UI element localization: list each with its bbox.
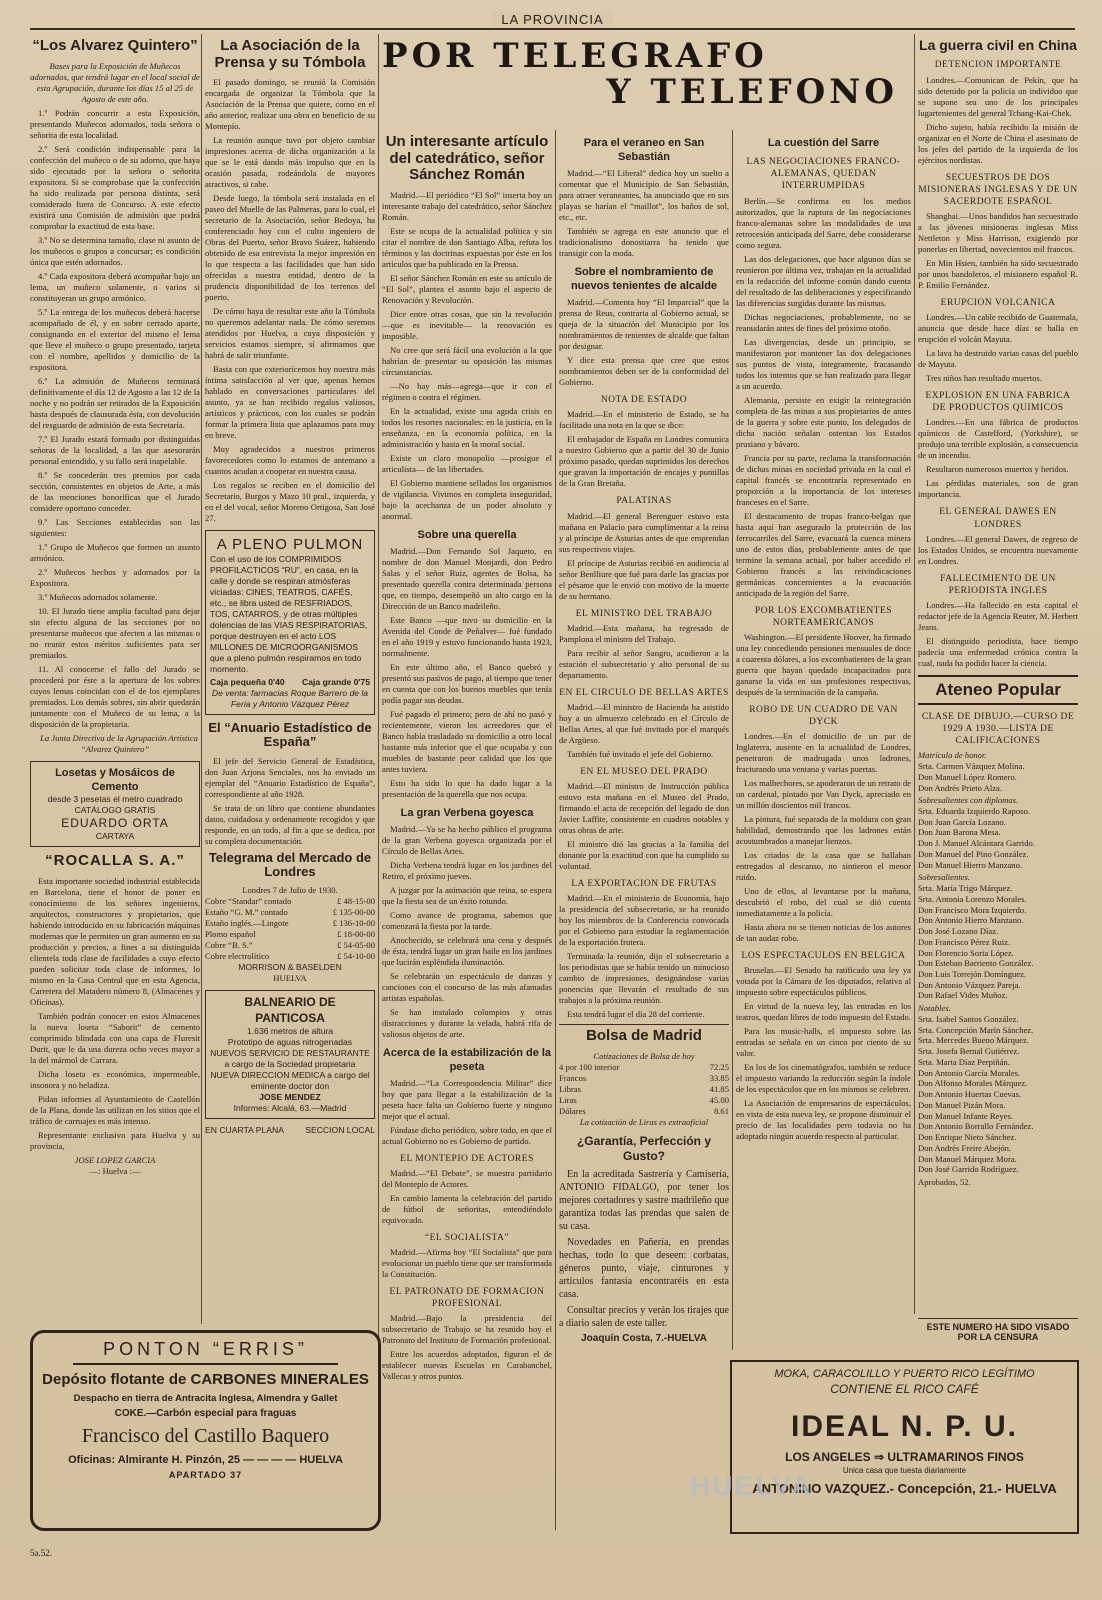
ateneo-title: Ateneo Popular (918, 675, 1078, 705)
paragraph: Las divergencias, desde un principio, se manifestaron por mantener las dos delegaciones sus puntos de vista, íntegramente, fracasando todos los intentos que se han realizado para llegar a un acuerdo. (736, 336, 911, 391)
paragraph: En la acreditada Sastrería y Camisería, ANTONIO FIDALGO, por tener los mejores cortadores y sastre madrileño que garantiza todas las prendas que salen de su casa. (559, 1169, 729, 1233)
list-item: Srta. Concepción Marín Sánchez. (918, 1024, 1034, 1035)
list-item: Srta. Antonia Lorenzo Morales. (918, 893, 1027, 904)
losetas-price: desde 3 pesetas el metro cuadrado (47, 793, 183, 804)
paragraph: Como avance de programa, sabemos que comenzará la fiesta por la tarde. (382, 909, 552, 931)
montepio-title: EL MONTEPIO DE ACTORES (400, 1153, 534, 1164)
paragraph: Los criados de la casa que se hallaban entregados al descanso, no sintieron el menor ruido. (736, 850, 911, 883)
row-value: £ 48-15-00 (337, 896, 375, 907)
list-item: Don Juan García Lozano. (918, 816, 1006, 827)
banner-line-1: POR TELEGRAFO (382, 36, 768, 76)
panticosa-line: NUEVA DIRECCION MEDICA a cargo del eminente doctor don (210, 1070, 370, 1092)
ateneo-subtitle: CLASE DE DIBUJO.—CURSO DE 1929 A 1930.—LISTA DE CALIFICACIONES (921, 711, 1075, 747)
paragraph: Entre los acuerdos adoptados, figuran el de establecer nuevas Escuelas en Carabanchel, Vallecas y otros puntos. (382, 1349, 552, 1382)
list-item: Don Antonio García Morales. (918, 1067, 1021, 1078)
archive-watermark: HUELVA (690, 1470, 813, 1501)
list-item: Don Antonio Hierro Manzano. (918, 915, 1024, 926)
row-value: 45.00 (709, 1094, 729, 1105)
list-item: Don José Lozano Díaz. (918, 926, 999, 937)
paragraph: Madrid.—Esta mañana, ha regresado de Pamplona el ministro del Trabajo. (559, 622, 729, 644)
list-item: Don Andrés Prieto Alza. (918, 782, 1003, 793)
palatinas-title: PALATINAS (616, 496, 672, 507)
list-item: Don Enrique Nieto Sánchez. (918, 1132, 1017, 1143)
paragraph: Washington.—El presidente Hoover, ha firmado una ley concediendo pensiones mensuales de doce a cuarenta dólares, a los excombatientes de la gran guerra que hayan quedado incapacitados para ganarse la vida en sus profesiones respectivas, después de la terminación de la campaña. (736, 631, 911, 697)
paragraph: Londres.—En una fábrica de productos químicos de Castelford, (Yorkshire), se produjo una terrible explosión, a consecuencia de un incendio. (918, 417, 1078, 461)
bolsa-table (559, 1062, 729, 1117)
page-number: 5a.52. (30, 1548, 52, 1558)
signature: La Junta Directiva de la Agrupación Artística “Alvarez Quintero” (40, 732, 198, 754)
paragraph: Las pérdidas materiales, son de gran importancia. (918, 478, 1078, 500)
pulmon-price-small: Caja pequeña 0'40 (210, 677, 285, 688)
row-value: 72.25 (709, 1061, 729, 1072)
paragraph: Desde luego, la tómbola será instalada en el paseo del Muelle de las Palmeras, para lo cual, el secretario de la Asociación, señor Bedoya, ha conferenciado hoy con el culto ingeniero de Obras del Puerto, señor Bravo Suárez, habiendo obtenido de esa entrevista la mejor impresión en lo que respecta a las facilidades que han sido ofrecidas a nuestra entidad, dentro de la prudencia disponibilidad de los terrenos del puerto. (205, 193, 375, 302)
paragraph: Los regalos se reciben en el domicilio del Secretario, Burgos y Mazo 10 pral., izquierda, y en el del vocal, señor Moreno Ortigosa, San José 27. (205, 480, 375, 523)
paragraph: A juzgar por la animación que reina, se espera que la fiesta sea de un éxito rotundo. (382, 884, 552, 906)
banner-line-2: Y TELEFONO (606, 72, 898, 112)
ponton-office: Oficinas: Almirante H. Pinzón, 25 — — — — HUELVA (68, 1454, 343, 1466)
rocalla-place: —: Huelva :— (89, 1165, 141, 1176)
paragraph: 2.º Muñecos hechos y adornados por la Expositora. (30, 566, 200, 588)
paragraph: En este último año, el Banco quebró y presentó sus pasivos de pago, al tiempo que tener en cuenta que con los buenos muebles que tenía podía pagar sus deudas. (382, 661, 552, 705)
paragraph: La Asociación de empresarios de espectáculos, en vista de esta nueva ley, se propone disminuir el precio de las localidades pero todavía no ha adoptado ningún acuerdo respecto al particular. (736, 1098, 911, 1142)
list-item: Srta. Marta Díaz Perpiñán. (918, 1056, 1010, 1067)
paragraph: Este Banco —que tuvo su domicilio en la Avenida del Conde de Peñalver— fué fundado en el año 1919 y estuvo funcionando hasta 1923, normalmente. (382, 614, 552, 658)
telegrafo-banner (382, 34, 898, 112)
losetas-title: Losetas y Mosáicos de Cemento (55, 766, 175, 793)
list-item: Don Andrés Freire Abejón. (918, 1142, 1012, 1153)
paragraph: Consultar precios y verán los tirajes que a diario salen de este taller. (559, 1305, 729, 1330)
paragraph: Madrid.—El ministro de Hacienda ha asistido hoy a un almuerzo celebrado en el Círculo de Bellas Artes, al que fué invitado por el marqués de Argüeso. (559, 701, 729, 745)
paragraph: 5.º La entrega de los muñecos deberá hacerse acompañado de él, y en sobre cerrado aparte, consignando en el exterior del mismo el lema que lleve el muñeco o grupo presentado, tarjeta con el nombre, apellidos y domicilio de la expositora. (30, 306, 200, 372)
socialista-title: “EL SOCIALISTA” (424, 1232, 510, 1243)
paragraph: Representante exclusivo para Huelva y su provincia, (30, 1129, 200, 1151)
periodista-title: FALLECIMIENTO DE UN PERIODISTA INGLES (940, 573, 1056, 596)
list-section-title: Sobresalientes con diplomas. (918, 795, 1019, 806)
paragraph: 4.º Cada expositora deberá acompañar bajo un lema, un muñeco solamente, o varios si constituyeran un grupo armónico. (30, 270, 200, 303)
paragraph: Novedades en Pañería, en prendas hechas, todo lo que deseen: corbatas, géneros punto, viaje, cinturones y artículos fantasía encontraréis en esta casa. (559, 1237, 729, 1301)
paragraph: Alemania, persiste en exigir la reintegración completa de las minas a sus propietarios de antes de la guerra y sobre este punto, los delegados de dicha nación señalan ostentan los Estados prusiano y bávaro. (736, 394, 911, 449)
ideal-line-1: MOKA, CARACOLILLO Y PUERTO RICO LEGÍTIMO (774, 1368, 1035, 1380)
telegrama-sign: MORRISON & BASELDEN (238, 962, 342, 973)
paragraph: Dichas negociaciones, probablemente, no se reanudarán antes de fines del próximo otoño. (736, 311, 911, 333)
paragraph: Dicha Verbena tendrá lugar en los jardines del Retiro, el próximo jueves. (382, 859, 552, 881)
column-rule (555, 130, 556, 1530)
column-2 (205, 34, 375, 1324)
list-item: Don J. Manuel Alcántara Garrido. (918, 838, 1035, 849)
paragraph: Se trata de un libro que contiene abundantes datos, cuidadosa y ordenamente recogidos y que responde, en un todo, al fin a que se dedica, por su completa documentación. (205, 802, 375, 846)
ponton-line-3: COKE.—Carbón especial para fraguas (114, 1408, 297, 1419)
table-row (205, 940, 375, 951)
paragraph: También podrán conocer en estos Almacenes la nueva loseta “Saborit” de cemento comprimido blindada con una capa de Fluresit Durit, que le da una dureza ocho veces mayor a la del mármol de Carrara. (30, 1010, 200, 1065)
masthead (30, 14, 1075, 30)
list-section-title: Notables. (918, 1003, 951, 1014)
paragraph: En virtud de la nueva ley, las entradas en los teatros, quedan libres de todo impuesto del Estado. (736, 1001, 911, 1023)
row-label: Francos (559, 1072, 587, 1083)
paragraph: Pidan informes al Ayuntamiento de Castellón de la Plana, donde las utilizan en los sitios que el tráfico de carruajes es más intenso. (30, 1093, 200, 1126)
row-label: Cobre electrolítico (205, 951, 270, 962)
misioneras-title: SECUESTROS DE DOS MISIONERAS INGLESAS Y DE UN SACERDOTE ESPAÑOL (918, 172, 1078, 207)
paragraph: También se agrega en este anuncio que el tradicionalismo donostiarra ha tenido que transigir con la moda. (559, 226, 729, 259)
losetas-catalog: CATÁLOGO GRATIS (74, 804, 156, 815)
list-item: Don Manuel Pizán Mora. (918, 1099, 1006, 1110)
column-1 (30, 34, 200, 1324)
column-rule (378, 34, 379, 1524)
paragraph: Dicho sujeto, había recibido la misión de organizar en el Norte de China el asesinato de los jefes del partido de la izquierda de los ejércitos nordistas. (918, 121, 1078, 165)
ponton-box: APARTADO 37 (168, 1470, 243, 1480)
headline-prensa-tombola: La Asociación de la Prensa y su Tómbola (214, 37, 366, 71)
ponton-owner: Francisco del Castillo Baquero (81, 1425, 330, 1447)
pulmon-ad (205, 530, 375, 715)
paragraph: Tres niños han resultado muertos. (926, 373, 1042, 384)
telegrama-place: HUELVA (273, 973, 307, 984)
list-item: Srta. Carmen Vázquez Molina. (918, 761, 1025, 772)
row-label: Dólares (559, 1105, 586, 1116)
row-value: 41.85 (709, 1083, 729, 1094)
paragraph: Madrid.—En el ministerio de Estado, se ha facilitado una nota en la que se dice: (559, 409, 729, 431)
paragraph: Existe un claro monopolio —prosigue el articulista— de las libertades. (382, 452, 552, 474)
ponton-line-1: Depósito flotante de CARBONES MINERALES (42, 1371, 369, 1388)
paragraph: 8.º Se concederán tres premios por cada sección, consistentes en objetos de Arte, a más de las menciones honoríficas que el Jurado considere oportuno conceder. (30, 469, 200, 513)
paragraph: En la actualidad, existe una aguda crisis en todos los resortes nacionales: en la justicia, en la enseñanza, en la economía política, en la administración y hasta en la moral social. (382, 405, 552, 449)
paragraph: Fué pagado el primero; pero de ahí no pasó y recientemente, vieron los acreedores que el Banco había trasladado su domicilio a otro local bastante más inferior que el que ocupaba y con muebles de bastante peor calidad que los que antes tuviera. (382, 708, 552, 774)
row-value: £ 136-10-00 (332, 918, 375, 929)
paragraph: Basta con que exteriorícemos hoy nuestra más íntima satisfacción al ver que, apenas hemos hablado en conversaciones particulares del asunto, ya se han recibido regalos valiosos, artísticos y prácticos, con los cuales se podrán formar la primera lista que aplazamos para muy en breve. (205, 364, 375, 440)
paragraph: La reunión aunque tuvo por objeto cambiar impresiones acerca de dicha organización a la que se le está dando más impulso que en la ocasión pasada, rodeándola de mayores atractivos, si cabe. (205, 135, 375, 189)
list-item: Don Rafael Vides Muñoz. (918, 990, 1008, 1001)
panticosa-line: Prototipo de aguas nitrogenadas (227, 1037, 353, 1048)
list-item: Don Juan Barona Mesa. (918, 827, 1001, 838)
row-label: Libras (559, 1083, 581, 1094)
paragraph: Madrid.—El ministro de Instrucción pública estuvo esta mañana en el Museo del Prado, firmando el acta de recepción del legado de don Javier Laffite, consistente en cuadros notables y otras obras de arte. (559, 781, 729, 836)
panticosa-line: Informes: Alcalá, 63.—Madrid (233, 1103, 347, 1114)
paragraph: El embajador de España en Londres comunica a nuestro Gobierno que a partir del 30 de Junio próximo pasado, quedan suprimidos los derechos que gravan la importación de encajes y puntillas de la Gran Bretaña. (559, 434, 729, 489)
column-6 (918, 34, 1078, 1314)
list-item: Srta. Isabel Santos González. (918, 1013, 1019, 1024)
row-label: Estaño “G. M.” contado (205, 907, 288, 918)
ideal-brand: IDEAL N. P. U. (791, 1410, 1018, 1443)
list-item: Don Alfonso Morales Márquez. (918, 1078, 1028, 1089)
paragraph: Los malhechores, se apoderaron de un retrato de un cardenal, pintado por Van Dyck, apreciado en un millón doscientos mil francos. (736, 778, 911, 811)
prado-title: EN EL MUSEO DEL PRADO (580, 766, 708, 777)
list-item: Srta. María Trigo Márquez. (918, 883, 1013, 894)
rocalla-title: “ROCALLA S. A.” (45, 852, 185, 870)
losetas-name: EDUARDO ORTA (61, 815, 169, 830)
paragraph: 11. Al conocerse el fallo del Jurado se procederá por éste a la apertura de los sobres cuyos lemas coincidan con el de los ejemplares premiados. Los demás sobres, sin abrir quedarán juntamente con el Muñeco de su lema, a la disposición de la propietaria. (30, 663, 200, 729)
patronato-title: EL PATRONATO DE FORMACION PROFESIONAL (389, 1287, 545, 1310)
list-item: Don Manuel López Romero. (918, 771, 1017, 782)
pulmon-sale: De venta: farmacias Roque Barrero de la Feria y Antonio Vázquez Pérez (211, 688, 369, 710)
paragraph: En Min Hsien, también ha sido secuestrado por unos bandoleros, el misionero español R. P. Emilio Fernández. (918, 258, 1078, 291)
paragraph: El señor Sánchez Román en este su artículo de “El Sol”, plantea el asunto bajo el aspecto de Renovación y Revolución. (382, 272, 552, 305)
paragraph: Madrid.—Don Fernando Sol Jaqueto, en nombre de don Manuel Monjardi, don Pedro Salas y el señor Ruiz, agentes de Bolsa, ha presentado querella contra determinada persona que, en tiempo, desempeñó un alto cargo en la Dirección de un Banco madrileño. (382, 545, 552, 611)
list-item: Don Manuel Infante Reyes. (918, 1110, 1013, 1121)
dawes-title: EL GENERAL DAWES EN LONDRES (939, 507, 1057, 530)
censorship-notice: ESTE NUMERO HA SIDO VISADO POR LA CENSURA (918, 1318, 1078, 1342)
row-label: Estaño inglés.—Lingote (205, 918, 289, 929)
headline-alvarez-quintero: “Los Alvarez Quintero” (32, 37, 198, 54)
paragraph: Esta importante sociedad industrial establecida en Barcelona, tiene el honor de poner en conocimiento de los señores ingenieros, arquitectos, constructores y propietarios, que habiendo introducido en su fabricación máquinas modernas que le permiten un gran aumento en su producción y precios, a fines a su distinguida clientela toda clase de facilidades a cuyo efecto pueden solicitar toda clase de informes, lo mismo en la Casa Central que en esta Agencia, Carretera del Matadero número 8, (Almacenes y Oficinas). (30, 875, 200, 1007)
table-row (559, 1095, 729, 1106)
table-row (559, 1084, 729, 1095)
bolsa-note: La cotización de Liras es extraoficial (579, 1116, 709, 1127)
column-3 (382, 130, 552, 1530)
paragraph: Las dos delegaciones, que hace algunos días se reunieron por última vez, trabajan en la actualidad en la redacción del informe común dando cuenta del resultado de las deliberaciones y especificando las diferencias surgidas durante las mismas. (736, 253, 911, 308)
sarre-title: La cuestión del Sarre (767, 137, 880, 149)
paragraph: Terminada la reunión, dijo el subsecretario a los periodistas que se había tenido un minucioso cambio de impresiones, designándose varias ponencias que llevarán el resultado de sus trabajos a la próxima reunión. (559, 951, 729, 1006)
list-item: Don Manuel del Pino González. (918, 848, 1029, 859)
telegrama-table (205, 896, 375, 962)
list-section-title: Sobresalientes. (918, 872, 970, 883)
paragraph: Francia por su parte, reclama la transformación de dichas minas en sociedad privada en la cual el capital francés se encontraría representado en proporción a la importancia de los intereses franceses en el Sarre. (736, 452, 911, 507)
list-item: Don Manuel Hierro Manzano. (918, 859, 1023, 870)
paragraph: Berlín.—Se confirma en los medios autorizados, que la ruptura de las negociaciones franco-alemanas sobre las modalidades de una retrocesión anticipada del Sarre, debe considerarse como segura. (736, 195, 911, 250)
explosion-title: EXPLOSION EN UNA FABRICA DE PRODUCTOS QUIMICOS (925, 391, 1071, 414)
paragraph: Resultaron numerosos muertos y heridos. (926, 464, 1069, 475)
ateneo-list (918, 750, 1078, 1187)
list-item: Don Francisco Pérez Ruiz. (918, 936, 1011, 947)
paragraph: Y dice esta prensa que cree que estos nombramientos deben ser de la conformidad del Gobierno. (559, 355, 729, 388)
paragraph: Para los music-halls, el impuesto sobre las entradas se señala en un cinco por ciento de su valor. (736, 1026, 911, 1059)
paragraph: También fué invitado el jefe del Gobierno. (567, 748, 714, 759)
pulmon-text: Con el uso de los COMPRIMIDOS PROFILACTICOS “RU”, en casa, en la calle y donde se respiran atmósferas viciadas: CINES, TEATROS, CAFÉS, etc., se libra usted de RESFRIADOS, TOS, CATARROS, y de otras múltiples dolencias de las VIAS RESPIRATORIAS, porque destruyen en el acto LOS MILLONES DE MICROORGANISMOS que a pleno pulmón respiramos en todo momento. (210, 554, 368, 675)
volcanica-title: ERUPCION VOLCANICA (940, 298, 1056, 309)
paragraph: El pasado domingo, se reunió la Comisión encargada de organizar la Tómbola que la Asociación de la Prensa que quiere, como en el año anterior, realizar una obra en beneficio de su Montepío. (205, 77, 375, 131)
panticosa-line: 1.636 metros de altura (247, 1026, 333, 1037)
paragraph: 9.º Las Secciones establecidas son las siguientes: (30, 516, 200, 538)
tenientes-title: Sobre el nombramiento de nuevos tenientes de alcalde (570, 266, 718, 293)
paragraph: El distinguido periodista, hace tiempo padecía una enfermedad crónica contra la cual, nada ha podido hacer la ciencia. (918, 636, 1078, 669)
anuario-title: El “Anuario Estadístico de España” (208, 720, 372, 750)
paragraph: En los de los cinematógrafos, también se reduce el impuesto variando la reducción según la índole de los espectáculos que en los mismos se celebren. (736, 1062, 911, 1095)
paragraph: Uno de ellos, al levantarse por la mañana, descubrió el robo, del cual se dió cuenta inmediatamente a la policía. (736, 886, 911, 919)
column-5 (736, 130, 911, 1350)
paragraph: —No hay más—agrega—que ir con el régimen o contra el régimen. (382, 380, 552, 402)
panticosa-title: BALNEARIO DE PANTICOSA (244, 995, 336, 1025)
belgica-title: LOS ESPECTACULOS EN BELGICA (741, 951, 906, 962)
row-value: 8.61 (713, 1105, 729, 1116)
list-item: Don Antonio Vázquez Pareja. (918, 979, 1021, 990)
row-label: 4 por 100 interior (559, 1061, 620, 1072)
garantia-title: ¿Garantía, Perfección y Gusto? (576, 1133, 712, 1164)
paragraph: Este se ocupa de la actualidad política y sin citar el nombre de don Santiago Alba, refuta los términos y las doctrinas expuestas por éste en los artículos que ha publicado en la Prensa. (382, 225, 552, 269)
table-row (205, 951, 375, 962)
nota-title: NOTA DE ESTADO (600, 395, 688, 406)
row-label: Liras (559, 1094, 577, 1105)
paragraph: 6.º La admisión de Muñecos terminará definitivamente el día 12 de Agosto a las 12 de la noche y no podrán ser retirados de la Exposición hasta después de clausurada ésta, con devolución del resguardo de admisión de esta Secretaría. (30, 375, 200, 430)
row-value: £ 135-00-00 (332, 907, 375, 918)
intro-text: Bases para la Exposición de Muñecos adornados, que tendrá lugar en el local social de esta Agrupación, durante los días 15 al 25 de Agosto de este año. (30, 60, 200, 104)
list-item: Srta. Eduarda Izquierdo Raposo. (918, 806, 1030, 816)
list-item: Don Manuel Márquez Mora. (918, 1153, 1017, 1164)
paragraph: Hasta ahora no se tienen noticias de los autores de tan audaz robo. (736, 922, 911, 944)
paragraph: Dice entre otras cosas, que sin la revolución —que es inevitable— la renovación es imposible. (382, 308, 552, 341)
bellas-artes-title: EN EL CIRCULO DE BELLAS ARTES (559, 687, 729, 698)
sarre-subtitle: LAS NEGOCIACIONES FRANCO-ALEMANAS, QUEDAN INTERRUMPIDAS (746, 157, 901, 192)
verbena-title: La gran Verbena goyesca (400, 806, 534, 819)
row-value: £ 54-05-00 (337, 940, 375, 951)
paragraph: Esto ha sido lo que ha dado lugar a la presentación de la querella que nos ocupa. (382, 777, 552, 799)
paragraph: Londres.—Comunican de Pekín, que ha sido detenido por la policía un individuo que se supone sea uno de los principales lugartenientes del general Tchang-Kai-Chek. (918, 74, 1078, 118)
telegrama-title: Telegrama del Mercado de Londres (208, 849, 372, 880)
column-rule (201, 34, 202, 1324)
list-item: Don Luis Torrejón Domínguez. (918, 969, 1027, 980)
paragraph: Madrid.—En el ministerio de Economía, bajo la presidencia del subsecretario, se ha reunido hoy los miembros de la Conferencia convocada por el Gobierno para estudiar la reglamentación de la exportación frutera. (559, 893, 729, 948)
ideal-npu-ad (730, 1360, 1079, 1534)
row-label: Plomo español (205, 929, 256, 940)
table-row (559, 1106, 729, 1117)
row-label: Cobre “Standar” contado (205, 896, 292, 907)
bolsa-subtitle: Cotizaciones de Bolsa de hoy (593, 1050, 695, 1061)
table-row (205, 929, 375, 940)
table-row (205, 896, 375, 907)
china-title: La guerra civil en China (919, 37, 1077, 53)
paragraph: Madrid.—“La Correspondencia Militar” dice hoy que para llegar a la estabilización de la peseta hace falta un Gobierno fuerte y ninguno mejor que el actual. (382, 1077, 552, 1121)
ideal-line-5: ANTONINO VAZQUEZ.- Concepción, 21.- HUELVA (752, 1481, 1057, 1496)
frutas-title: LA EXPORTACION DE FRUTAS (571, 879, 717, 890)
list-item: Don José Garrido Rodríguez. (918, 1164, 1019, 1175)
paragraph: Bruselas.—El Senado ha ratificado una ley ya votada por la Cámara de los diputados, relativa al impuesto sobre espectáculos públicos. (736, 965, 911, 998)
paragraph: Londres.—Ha fallecido en esta capital el redactor jefe de la Agencia Reuter, M. Herbert Jeans. (918, 600, 1078, 633)
querella-title: Sobre una querella (417, 528, 517, 541)
row-value: £ 18-00-00 (337, 929, 375, 940)
row-label: Cobre “B. S.” (205, 940, 253, 951)
column-rule (732, 130, 733, 1350)
pulmon-price-big: Caja grande 0'75 (302, 677, 370, 688)
list-section-title: Matrícula de honor. (918, 750, 987, 761)
paragraph: Madrid.—Comenta hoy “El Imparcial” que la prensa de Reus, contraria al Gobierno actual, se queja de la situación del Municipio por los nombramientos de tenientes de alcalde que faltan por designar. (559, 297, 729, 352)
paragraph: 1.º Grupo de Muñecos que formen un asunto armónico. (30, 541, 200, 563)
footer-right: SECCION LOCAL (305, 1125, 375, 1136)
rocalla-rep: JOSE LOPEZ GARCIA (74, 1154, 156, 1165)
telegrama-date: Londres 7 de Julio de 1930. (242, 885, 338, 896)
list-item: Don Antonio Borrallo Fernández. (918, 1121, 1034, 1132)
peseta-title: Acerca de la estabilización de la peseta (382, 1046, 552, 1073)
paragraph: Londres.—El general Dawes, de regreso de los Estados Unidos, se encuentra nuevamente en Londres. (918, 533, 1078, 566)
paragraph: Madrid.—El general Berenguer estuvo esta mañana en Palacio para cumplimentar a la reina y al príncipe de Asturias antes de que emprendan sus respectivos viajes. (559, 510, 729, 554)
paragraph: Madrid.—El periódico “El Sol” inserta hoy un interesante trabajo del catedrático, señor Sánchez Román. (382, 189, 552, 222)
paragraph: 10. El Jurado tiene amplia facultad para dejar sin efecto alguna de las secciones por no presentarse muñecos que afecten a las mismas o no reunir estos méritos suficientes para ser premiados. (30, 605, 200, 660)
paragraph: Muy agradecidos a nuestros primeros favorecedores como lo estamos de antemano a cuantos acudan a cooperar en nuestra causa. (205, 444, 375, 476)
paragraph: Anochecido, se celebrará una cena y después de ésta, tendrá lugar un gran baile en los jardines que lucirán espléndida iluminación. (382, 934, 552, 967)
paragraph: Se celebrarán un espectáculo de danzas y canciones con el concurso de las más afamadas artistas españolas. (382, 970, 552, 1003)
excombatientes-title: POR LOS EXCOMBATIENTES NORTEAMERICANOS (754, 605, 893, 628)
paragraph: El jefe del Servicio General de Estadística, don Juan Arjona Senciales, nos ha enviado un ejemplar del “Anuario Estadístico de España”, correspondiente al año 1928. (205, 755, 375, 799)
paragraph: 3.º No se determina tamaño, clase ni asunto de los muñecos o grupos a concursar; es condición única que estén adornados. (30, 234, 200, 267)
paragraph: Esta tendrá lugar el día 28 del corriente. (567, 1009, 705, 1020)
list-item: Don Florencio Soria López. (918, 947, 1014, 958)
paragraph: 2.º Será condición indispensable para la confección del muñeco o de su adorno, que haya sido ejecutado por la señora o señorita expositora. Si se comprobase que la confección ha sido realizada por persona distinta, será considerado fuera de Concurso. A este efecto existirá una Comisión de admisión que podrá comprobar la exactitud de esta base. (30, 143, 200, 231)
vandyck-title: ROBO DE UN CUADRO DE VAN DYCK (749, 704, 898, 728)
verano-title: Para el veraneo en San Sebastián (583, 137, 705, 164)
ponton-line-2: Despacho en tierra de Antracita Inglesa, Almendra y Gallet (73, 1393, 338, 1404)
table-row (205, 918, 375, 929)
paragraph: 3.º Muñecos adornados solamente. (38, 591, 158, 602)
headline-sanchez-roman: Un interesante artículo del catedrático, señor Sánchez Román (385, 133, 549, 183)
pulmon-title: A PLENO PULMON (216, 536, 364, 553)
list-item: Don Esteban Barriento González. (918, 958, 1034, 969)
ponton-name: PONTON “ERRIS” (73, 1339, 338, 1365)
table-row (559, 1073, 729, 1084)
garantia-address: Joaquín Costa, 7.-HUELVA (581, 1333, 707, 1345)
paragraph: La pintura, fué separada de la moldura con gran habilidad, demostrando que los ladrones están acostumbrados a manejar lienzos. (736, 814, 911, 847)
paragraph: Shanghai.—Unos bandidos han secuestrado a las jóvenes misioneras inglesas Miss Nettleton y Miss Harrison, exigiendo por ponerlas en libertad, novecientos mil francos. (918, 211, 1078, 255)
paragraph: 1.º Podrán concurrir a esta Exposición, presentando Muñecos adornados, toda señora o señorita de esta localidad. (30, 107, 200, 140)
row-value: £ 54-10-00 (337, 951, 375, 962)
row-value: 33.85 (709, 1072, 729, 1083)
panticosa-line: NUEVOS SERVICIO DE RESTAURANTE a cargo de la Sociedad propietaria (210, 1048, 370, 1070)
china-subtitle: DETENCION IMPORTANTE (934, 60, 1062, 71)
column-4 (559, 130, 729, 1530)
list-item: Don Francisco Mora Izquierdo. (918, 904, 1027, 915)
bolsa-title: Bolsa de Madrid (559, 1024, 729, 1045)
paragraph: La lava ha destruido varias casas del pueblo de Mayuta. (918, 348, 1078, 370)
paragraph: Fúndase dicho periódico, sobre todo, en que el actual Gobierno no es Gobierno de partido. (382, 1124, 552, 1146)
paragraph: Dicha loseta es económica, impermeable, insonora y no heladiza. (30, 1068, 200, 1090)
paragraph: Madrid.—“El Debate”, se muestra partidario del Montepío de Actores. (382, 1167, 552, 1189)
ideal-line-4: Unica casa que tuesta diariamente (842, 1466, 967, 1475)
paragraph: Madrid.—“El Liberal” dedica hoy un suelto a comentar que el Municipio de San Sebastián, para atraer veraneantes, ha anunciado que en sus playas se harían el “maillot”, los baños de sol, etc., etc. (559, 168, 729, 223)
table-row (559, 1062, 729, 1073)
list-item: Srta. Mercedes Bueno Márquez. (918, 1035, 1029, 1046)
paragraph: El destacamento de tropas franco-belgas que hasta aquí han asegurado la protección de los ferrocarriles del Sarre, evacuará la cuenca minera uno de estos días, probablemente antes de que termine la semana actual, por haber accedido el Gobierno francés a las reivindicaciones germánicas concernientes a la evacuación anticipada de la región del Sarre. (736, 510, 911, 598)
paragraph: El ministro dió las gracias a la familia del donante por la exactitud con que ha cumplido su voluntad. (559, 839, 729, 872)
paragraph: Londres.—Un cable recibido de Guatemala, anuncia que desde hace días se halla en erupción el volcán Mayuta. (918, 312, 1078, 345)
paragraph: 7.º El Jurado estará formado por distinguidas señoras de la localidad, a las que asesorarán personal entendido, y su fallo será inapelable. (30, 433, 200, 466)
paragraph: El Gobierno mantiene sellados los organismos de vigilancia. Vivimos en completa inseguridad, bajo la acechanza de un poder absoluto y anormal. (382, 477, 552, 521)
footer-left: EN CUARTA PLANA (205, 1125, 284, 1136)
trabajo-title: EL MINISTRO DEL TRABAJO (575, 608, 713, 619)
column-rule (914, 34, 915, 1314)
panticosa-line: JOSE MENDEZ (259, 1092, 321, 1103)
ateneo-total: Aprobados, 52. (918, 1176, 971, 1187)
paragraph: En cambio lamenta la celebración del partido de fútbol de señoritas, entendiéndolo equivocado. (382, 1192, 552, 1225)
list-item: Don Antonio Huertas Cuevas. (918, 1089, 1022, 1100)
losetas-place: CARTAYA (95, 831, 135, 842)
paragraph: Madrid.—Ya se ha hecho público el programa de la gran Verbena goyesca organizada por el Círculo de Bellas Artes. (382, 823, 552, 856)
ideal-line-2: CONTIENE EL RICO CAFÉ (830, 1382, 979, 1396)
ideal-line-3: LOS ANGELES ⇒ ULTRAMARINOS FINOS (785, 1450, 1024, 1464)
paragraph: Madrid.—Bajo la presidencia del subsecretario de Trabajo se ha reunido hoy el Patronato del Instituto de Formación profesional. (382, 1313, 552, 1346)
panticosa-ad (205, 990, 375, 1119)
paragraph: Madrid.—Afirma hoy “El Socialista” que para evolucionar un pueblo tiene que ser transformada la Constitución. (382, 1247, 552, 1280)
list-item: Srta. Josefa Bernal Gutiérrez. (918, 1046, 1020, 1057)
table-row (205, 907, 375, 918)
paragraph: Londres.—En el domicilio de un par de Inglaterra, ausente en la actualidad de Londres, penetraron de madrugada unos ladrones, fracturando una ventana y varias puertas. (736, 731, 911, 775)
ponton-erris-ad (30, 1330, 381, 1531)
losetas-ad (30, 761, 200, 848)
paragraph: Se han instalado columpios y otras distracciones y durante la velada, habrá rifa de valiosos objetos de arte. (382, 1006, 552, 1039)
paragraph: No cree que será fácil una evolución a la que habrían de presentar su oposición las mismas circunstancias. (382, 344, 552, 377)
masthead-title: LA PROVINCIA (491, 12, 613, 27)
paragraph: El príncipe de Asturias recibió en audiencia al señor Benlliure que fué para darle las gracias por el pésame que le envió con motivo de la muerte de su hermano. (559, 557, 729, 601)
paragraph: Para recibir al señor Sangro, acudieron a la estación el subsecretario y alto personal de su departamento. (559, 647, 729, 680)
paragraph: De cómo haya de resultar este año la Tómbola no queremos adelantar nada. De cómo seremos atendidos por Huelva, a cuya disposición y servicios estamos siempre, sí afirmamos que habrá de salir triunfante. (205, 306, 375, 360)
